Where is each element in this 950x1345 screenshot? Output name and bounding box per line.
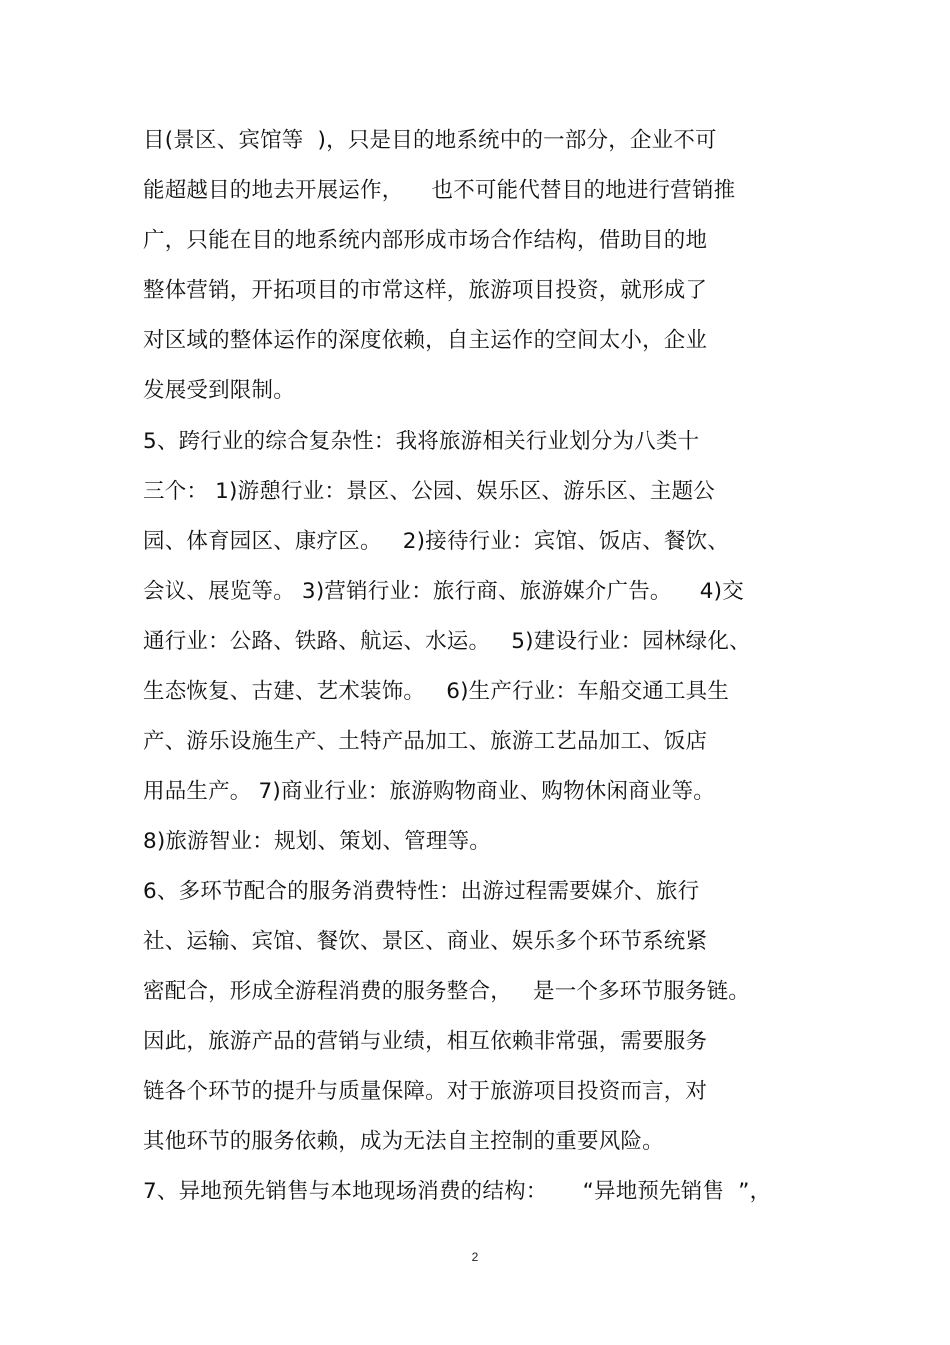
text-line: 用品生产。 7)商业行业：旅游购物商业、购物休闲商业等。	[143, 779, 716, 804]
text-line: 5、跨行业的综合复杂性：我将旅游相关行业划分为八类十	[143, 429, 700, 454]
text-line: 目(景区、宾馆等 )，只是目的地系统中的一部分，企业不可	[143, 128, 717, 153]
text-line: 因此，旅游产品的营销与业绩，相互依赖非常强，需要服务	[143, 1029, 708, 1054]
text-line: 对区域的整体运作的深度依赖，自主运作的空间太小，企业	[143, 328, 708, 353]
text-line: 密配合，形成全游程消费的服务整合， 是一个多环节服务链。	[143, 979, 751, 1004]
text-line: 通行业：公路、铁路、航运、水运。 5)建设行业：园林绿化、	[143, 629, 751, 654]
text-line: 三个： 1)游憩行业：景区、公园、娱乐区、游乐区、主题公	[143, 479, 716, 504]
text-line: 园、体育园区、康疗区。 2)接待行业：宾馆、饭店、餐饮、	[143, 529, 730, 554]
text-line: 发展受到限制。	[143, 378, 295, 403]
text-line: 会议、展览等。 3)营销行业：旅行商、旅游媒介广告。 4)交	[143, 579, 744, 604]
text-line: 6、多环节配合的服务消费特性：出游过程需要媒介、旅行	[143, 879, 700, 904]
text-line: 广，只能在目的地系统内部形成市场合作结构，借助目的地	[143, 228, 708, 253]
page-number: 2	[471, 1250, 479, 1264]
text-line: 整体营销，开拓项目的市常这样，旅游项目投资，就形成了	[143, 278, 708, 303]
text-line: 7、异地预先销售与本地现场消费的结构： “异地预先销售 ”，	[143, 1179, 772, 1204]
text-line: 社、运输、宾馆、餐饮、景区、商业、娱乐多个环节系统紧	[143, 929, 708, 954]
text-line: 生态恢复、古建、艺术装饰。 6)生产行业：车船交通工具生	[143, 679, 730, 704]
text-line: 8)旅游智业：规划、策划、管理等。	[143, 829, 491, 854]
text-line: 其他环节的服务依赖，成为无法自主控制的重要风险。	[143, 1129, 664, 1154]
text-line: 产、游乐设施生产、土特产品加工、旅游工艺品加工、饭店	[143, 729, 708, 754]
text-line: 能超越目的地去开展运作， 也不可能代替目的地进行营销推	[143, 178, 736, 203]
text-line: 链各个环节的提升与质量保障。对于旅游项目投资而言，对	[143, 1079, 708, 1104]
